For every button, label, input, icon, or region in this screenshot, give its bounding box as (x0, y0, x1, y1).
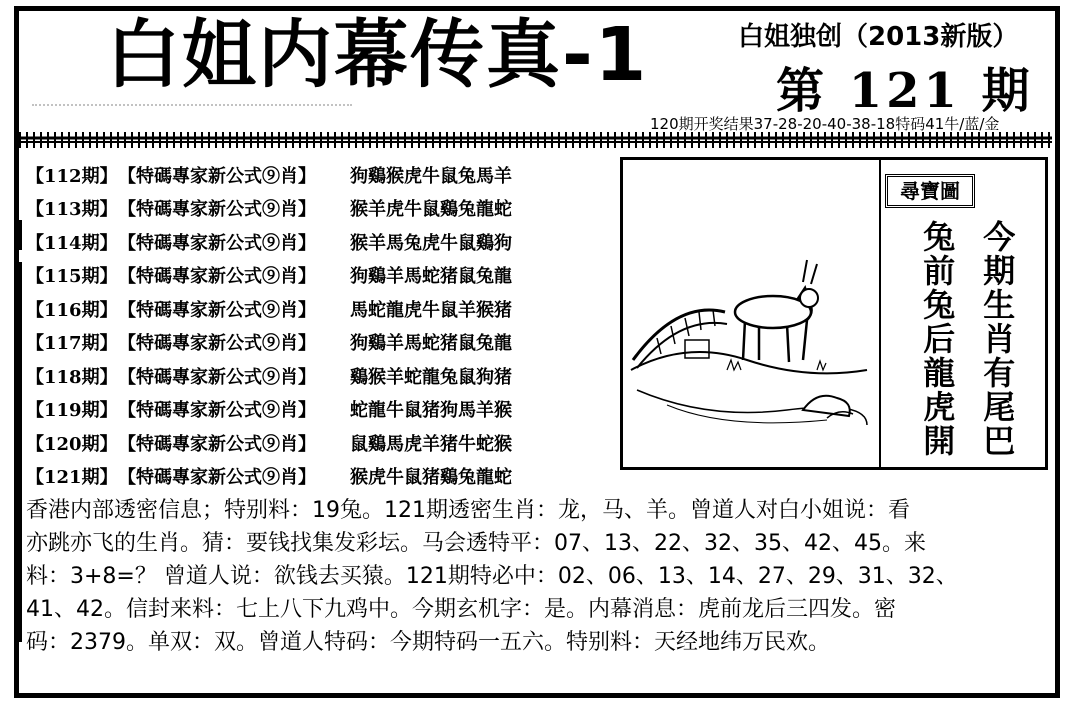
row-period: 【114期】 (26, 232, 118, 254)
prediction-list (26, 158, 616, 493)
row-period: 【113期】 (26, 199, 118, 221)
list-item (26, 393, 616, 427)
info-line: 41、42。信封来料：七上八下九鸡中。今期玄机字：是。内幕消息：虎前龙后三四发。密 (26, 597, 896, 622)
row-period: 【116期】 (26, 299, 118, 321)
row-formula: 【特碼專家新公式⑨肖】 (118, 467, 316, 489)
row-formula: 【特碼專家新公式⑨肖】 (118, 366, 316, 388)
issue-number: 第 121 期 (776, 63, 1034, 119)
row-zodiacs: 猴羊馬兔虎牛鼠鷄狗 (350, 232, 512, 254)
info-line: 亦跳亦飞的生肖。猜：要钱找集发彩坛。马会透特平：07、13、22、32、35、42、45。来 (26, 531, 926, 556)
fence-divider (18, 130, 1052, 150)
list-item (26, 326, 616, 360)
row-formula: 【特碼專家新公式⑨肖】 (118, 266, 316, 288)
list-item (26, 359, 616, 393)
ox-bridge-illustration (627, 220, 873, 440)
last-result: 120期开奖结果37-28-20-40-38-18特码41牛/蓝/金 (650, 115, 1000, 133)
list-item (26, 460, 616, 494)
row-zodiacs: 馬蛇龍虎牛鼠羊猴猪 (350, 299, 512, 321)
row-period: 【112期】 (26, 165, 118, 187)
treasure-map-badge: 尋寶圖 (885, 174, 975, 208)
row-formula: 【特碼專家新公式⑨肖】 (118, 433, 316, 455)
page-title: 白姐内幕传真-1 (106, 12, 649, 98)
row-zodiacs: 鷄猴羊蛇龍兔鼠狗猪 (350, 366, 512, 388)
row-formula: 【特碼專家新公式⑨肖】 (118, 333, 316, 355)
treasure-map-panel (620, 157, 1048, 470)
row-period: 【120期】 (26, 433, 118, 455)
row-period: 【121期】 (26, 467, 118, 489)
row-zodiacs: 猴羊虎牛鼠鷄兔龍蛇 (350, 199, 512, 221)
brand-label: 白姐独创（2013新版） (738, 22, 1019, 52)
row-zodiacs: 狗鷄猴虎牛鼠兔馬羊 (350, 165, 512, 187)
row-formula: 【特碼專家新公式⑨肖】 (118, 199, 316, 221)
inside-info-paragraph (26, 494, 1036, 659)
list-item (26, 225, 616, 259)
row-zodiacs: 狗鷄羊馬蛇猪鼠兔龍 (350, 333, 512, 355)
row-zodiacs: 鼠鷄馬虎羊猪牛蛇猴 (350, 433, 512, 455)
row-zodiacs: 猴虎牛鼠猪鷄兔龍蛇 (350, 467, 512, 489)
left-edge-bar (18, 262, 22, 642)
row-zodiacs: 狗鷄羊馬蛇猪鼠兔龍 (350, 266, 512, 288)
info-line: 码：2379。单双：双。曾道人特码：今期特码一五六。特别料：天经地纬万民欢。 (26, 630, 830, 655)
left-edge-bar (18, 220, 22, 250)
poem-line-right: 今期生肖有尾巴 (978, 220, 1017, 458)
list-item (26, 292, 616, 326)
info-line: 料：3+8=？ 曾道人说：欲钱去买猿。121期特必中：02、06、13、14、27、29、31、32、 (26, 564, 958, 589)
row-formula: 【特碼專家新公式⑨肖】 (118, 400, 316, 422)
row-period: 【119期】 (26, 400, 118, 422)
row-period: 【115期】 (26, 266, 118, 288)
row-formula: 【特碼專家新公式⑨肖】 (118, 232, 316, 254)
poem-line-left: 兔前兔后龍虎開 (918, 220, 957, 458)
row-formula: 【特碼專家新公式⑨肖】 (118, 165, 316, 187)
list-item (26, 192, 616, 226)
list-item (26, 426, 616, 460)
row-zodiacs: 蛇龍牛鼠猪狗馬羊猴 (350, 400, 512, 422)
row-period: 【117期】 (26, 333, 118, 355)
row-period: 【118期】 (26, 366, 118, 388)
list-item (26, 158, 616, 192)
faded-divider (32, 104, 352, 116)
list-item (26, 259, 616, 293)
info-line: 香港内部透密信息；特别料：19兔。121期透密生肖：龙，马、羊。曾道人对白小姐说：看 (26, 498, 910, 523)
row-formula: 【特碼專家新公式⑨肖】 (118, 299, 316, 321)
